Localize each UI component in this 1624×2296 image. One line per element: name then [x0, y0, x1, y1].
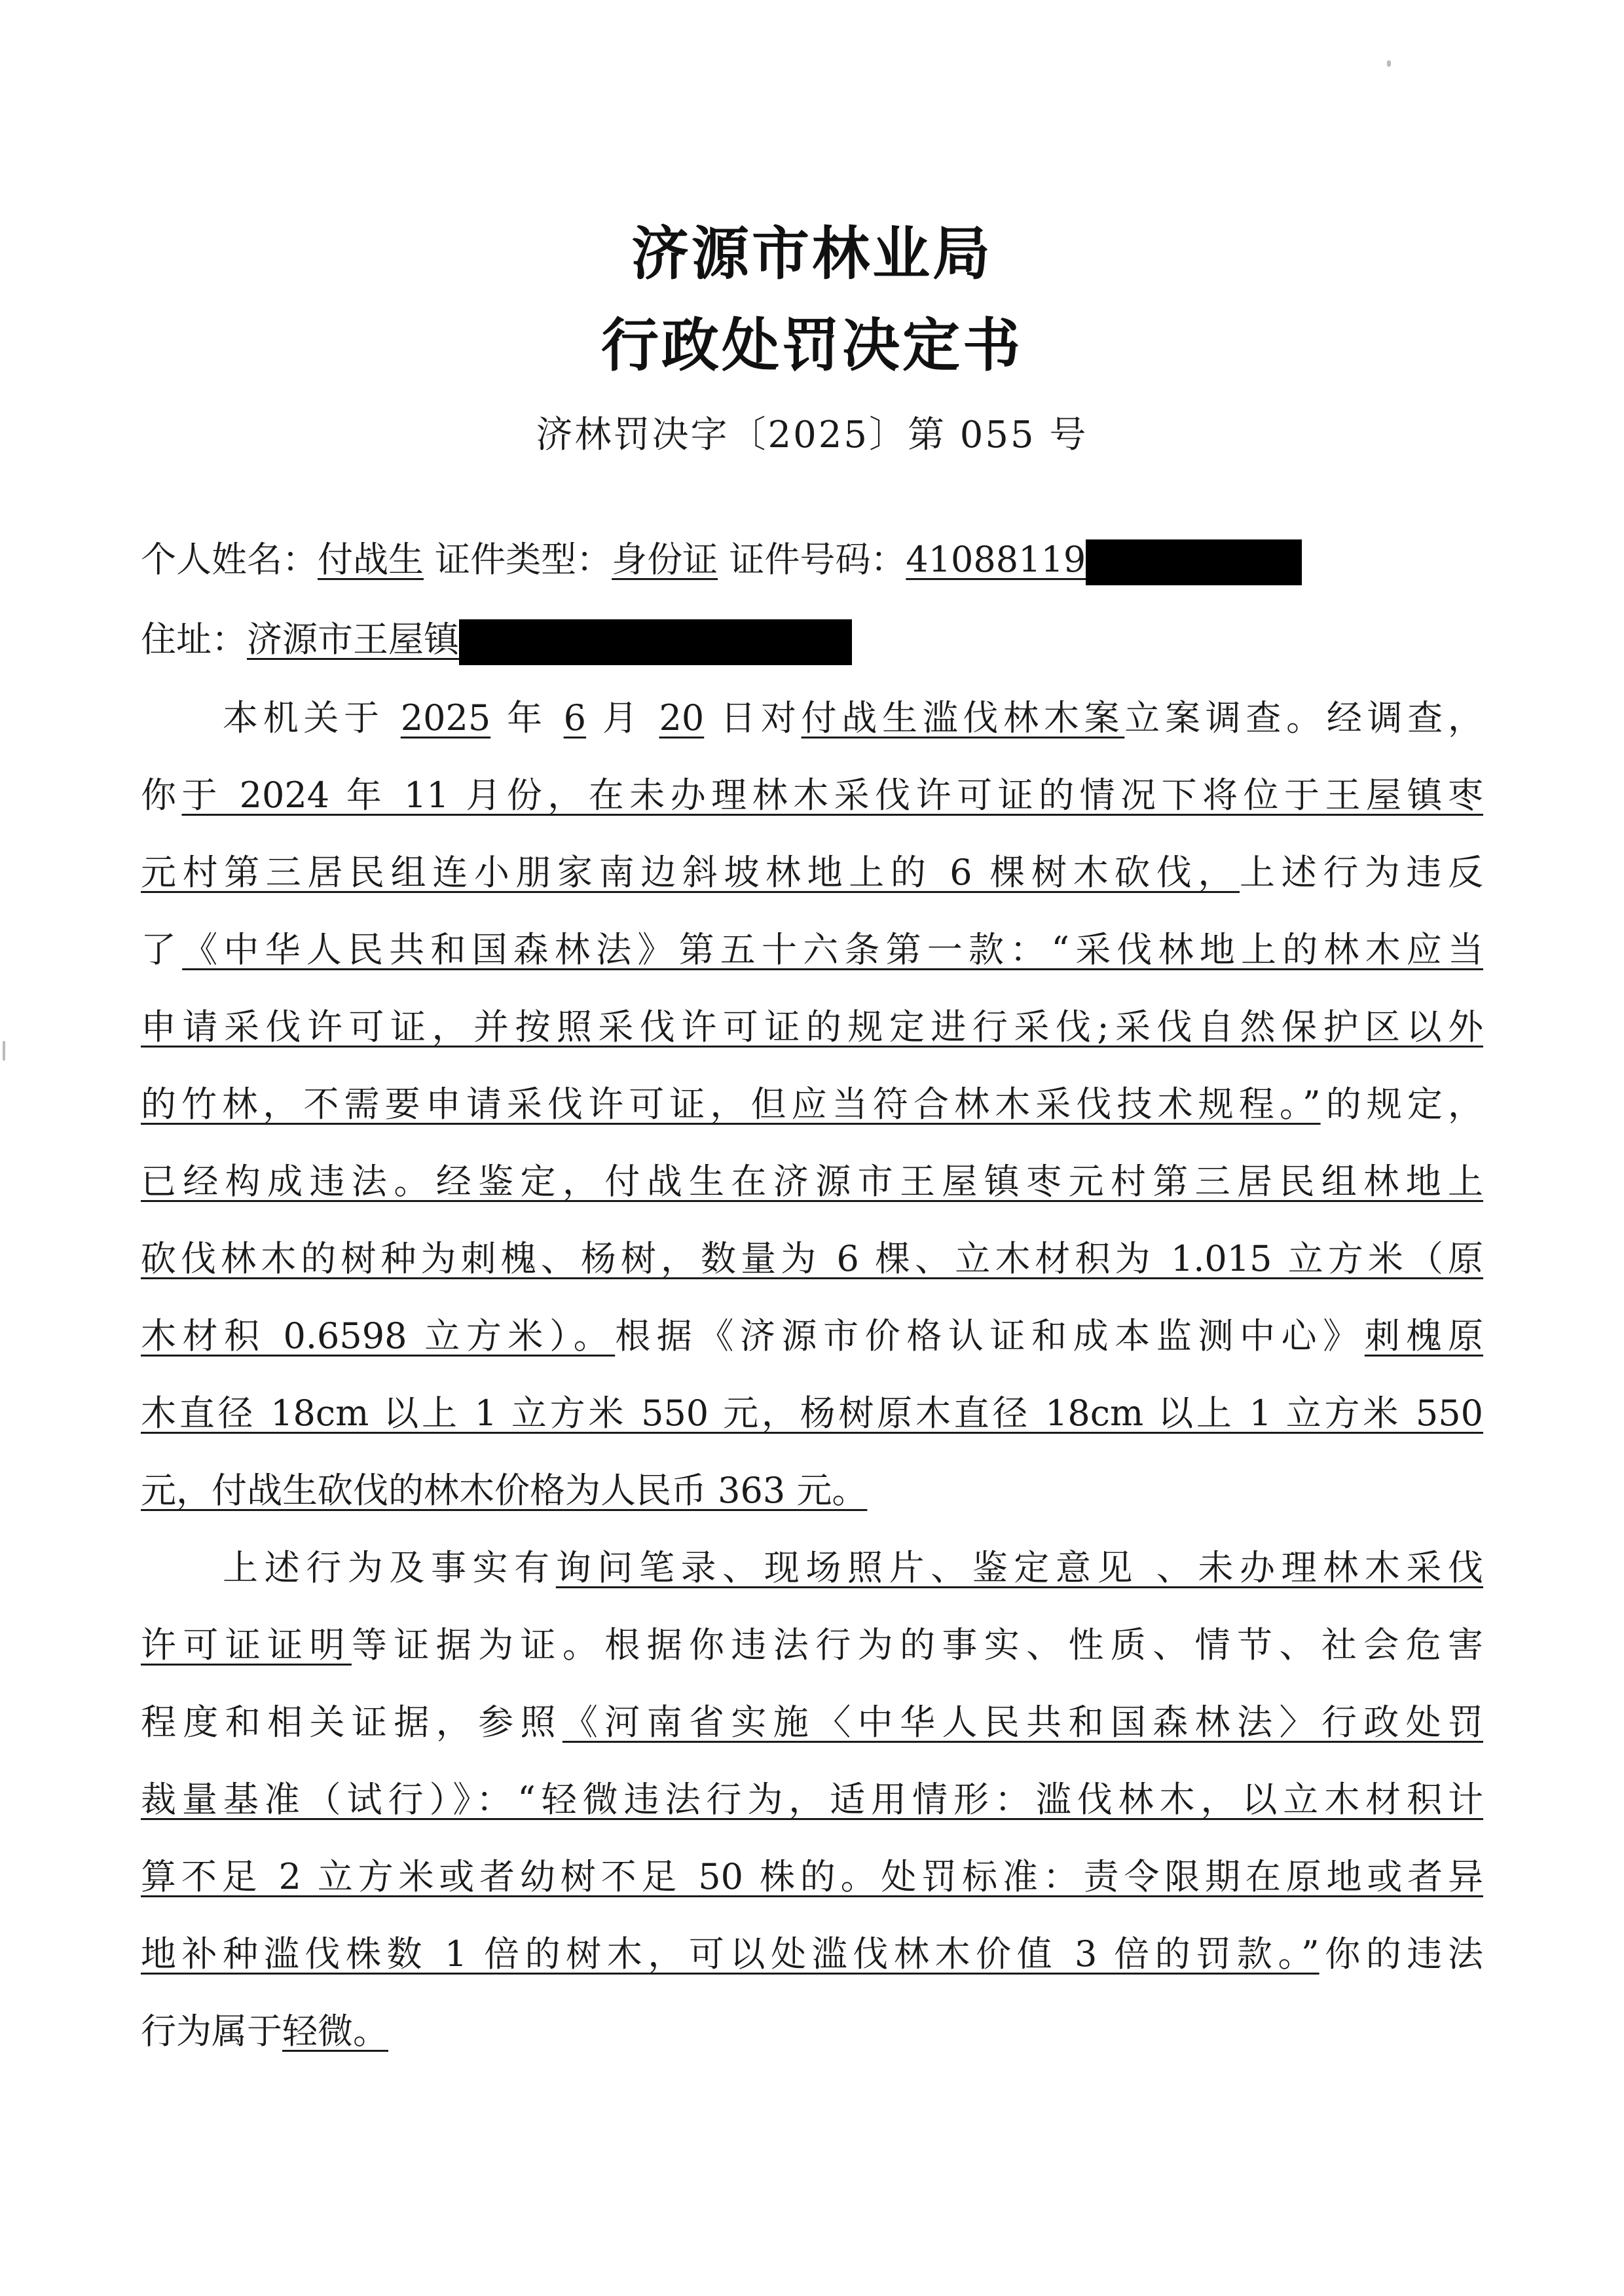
scan-speck [3, 1041, 5, 1061]
agency-title: 济源市林业局 [631, 220, 993, 287]
text-segment: 2025 [400, 697, 491, 738]
text-segment: 行为属于 [141, 2011, 282, 2052]
text-segment: 等证据为证。根据你违法行为的事实、性质、情节、社会危害 [351, 1624, 1483, 1666]
text-segment: 本机关于 [223, 697, 401, 738]
address-label: 住址： [141, 619, 247, 660]
text-segment: 《河南省实施〈中华人民共和国森林法〉行政处罚 [562, 1702, 1484, 1743]
text-segment: 程度和相关证据，参照 [141, 1702, 563, 1743]
text-segment: 《中华人民共和国森林法》第五十六条第一款：“采伐林地上的林木应当 [182, 929, 1483, 970]
text-segment: 立案调查。经调查， [1124, 697, 1484, 738]
id-number-redaction [1086, 539, 1302, 585]
id-number-label: 证件号码： [729, 539, 906, 580]
text-segment: 裁量基准（试行）》：“轻微违法行为，适用情形：滥伐林木，以立木材积计 [141, 1779, 1483, 1820]
body-line [141, 850, 1483, 896]
body-line [141, 1854, 1483, 1900]
text-segment: 月 [586, 697, 659, 738]
id-type-label: 证件类型： [435, 539, 612, 580]
text-segment: 你 [141, 774, 182, 816]
text-segment: 付战生滥伐林木案 [801, 697, 1125, 738]
text-segment: 的规定， [1320, 1084, 1484, 1125]
text-segment: 上述行为违反 [1239, 852, 1484, 893]
text-segment: 询问笔录、现场照片、鉴定意见 、未办理林木采伐 [555, 1547, 1484, 1588]
body-line [141, 1004, 1483, 1050]
text-segment: 6 [563, 697, 587, 738]
text-segment: 20 [659, 697, 705, 738]
text-segment: 元村第三居民组连小朋家南边斜坡林地上的 6 棵树木砍伐， [141, 852, 1240, 893]
text-segment: 你的违法 [1319, 1933, 1483, 1975]
body-line [141, 1468, 1483, 1514]
text-segment: 了 [141, 929, 183, 970]
party-name: 付战生 [318, 539, 424, 580]
id-number: 41088119 [906, 539, 1086, 580]
text-segment: 木直径 18cm 以上 1 立方米 550 元，杨树原木直径 18cm 以上 1 立方米 550 [141, 1393, 1483, 1434]
name-label: 个人姓名： [141, 539, 318, 580]
body-line [141, 1622, 1483, 1668]
body-line [223, 695, 1483, 741]
text-segment: 已经构成违法。经鉴定，付战生在济源市王屋镇枣元村第三居民组林地上 [141, 1161, 1483, 1202]
address: 济源市王屋镇 [247, 619, 459, 660]
document-number: 济林罚决字〔2025〕第 055 号 [536, 414, 1088, 456]
body-line [141, 1700, 1483, 1745]
body-line [141, 1159, 1483, 1205]
text-segment: 算不足 2 立方米或者幼树不足 50 株的。处罚标准：责令限期在原地或者异 [141, 1856, 1483, 1897]
body-line [141, 773, 1483, 818]
text-segment: 砍伐林木的树种为刺槐、杨树，数量为 6 棵、立木材积为 1.015 立方米（原 [141, 1238, 1483, 1279]
body-line [141, 927, 1483, 973]
address-line [141, 617, 1483, 665]
text-segment: 元，付战生砍伐的林木价格为人民币 363 元。 [141, 1470, 868, 1511]
text-segment: 年 [490, 697, 564, 738]
text-segment: 上述行为及事实有 [223, 1547, 556, 1588]
document-type-title: 行政处罚决定书 [600, 312, 1023, 379]
address-redaction [459, 619, 852, 665]
body-line [141, 2009, 1483, 2054]
body-line [141, 1931, 1483, 1977]
text-segment: 木材积 0.6598 立方米）。 [141, 1315, 616, 1357]
scan-speck [1387, 60, 1391, 67]
text-segment: 刺槐原 [1364, 1315, 1484, 1357]
text-segment: 根据《济源市价格认证和成本监测中心》 [615, 1315, 1365, 1357]
text-segment: 于 2024 年 11 月份，在未办理林木采伐许可证的情况下将位于王屋镇枣 [181, 774, 1484, 816]
id-type: 身份证 [612, 539, 718, 580]
text-segment: 轻微。 [282, 2011, 388, 2052]
text-segment: 地补种滥伐株数 1 倍的树木，可以处滥伐林木价值 3 倍的罚款。” [141, 1933, 1320, 1975]
text-segment: 申请采伐许可证，并按照采伐许可证的规定进行采伐;采伐自然保护区以外 [141, 1006, 1483, 1048]
body-line [141, 1391, 1483, 1436]
body-line [141, 1313, 1483, 1359]
text-segment: 的竹林，不需要申请采伐许可证，但应当符合林木采伐技术规程。” [141, 1084, 1321, 1125]
body-line [141, 1777, 1483, 1823]
body-line [141, 1082, 1483, 1127]
party-info-line [141, 537, 1483, 585]
text-segment: 许可证证明 [141, 1624, 352, 1666]
text-segment: 日对 [704, 697, 802, 738]
body-line [141, 1236, 1483, 1282]
body-line [223, 1545, 1483, 1591]
